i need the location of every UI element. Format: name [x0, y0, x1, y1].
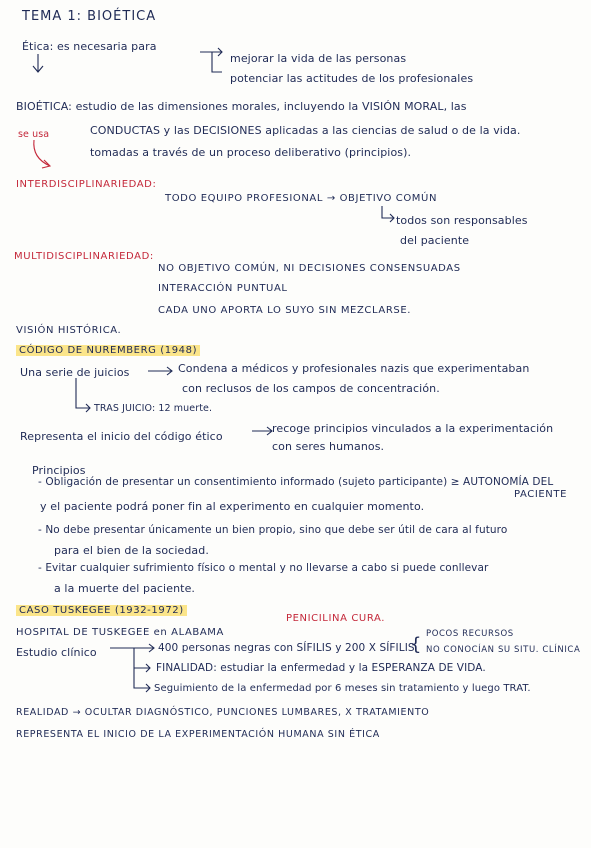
- tuskegee-reason-2: NO CONOCÍAN SU SITU. CLÍNICA: [426, 645, 581, 655]
- bioetica-line-3: tomadas a través de un proceso deliberativo (principios).: [90, 146, 412, 159]
- tuskegee-line-1: HOSPITAL DE TUSKEGEE en ALABAMA: [16, 627, 224, 638]
- bioetica-definition: BIOÉTICA: estudio de las dimensiones morales, incluyendo la VISIÓN MORAL, las: [16, 100, 467, 113]
- etica-heading: Ética: es necesaria para: [22, 40, 157, 53]
- tuskegee-line-2b: 400 personas negras con SÍFILIS y 200 X SÍFILIS: [158, 642, 415, 654]
- multi-label: MULTIDISCIPLINARIEDAD:: [14, 251, 154, 262]
- nuremberg-line-3: TRAS JUICIO: 12 muerte.: [94, 403, 213, 414]
- inter-note-2: del paciente: [400, 234, 470, 247]
- multi-line-3: CADA UNO APORTA LO SUYO SIN MEZCLARSE.: [158, 305, 412, 316]
- curved-arrow-icon: [30, 140, 60, 174]
- brace-symbol: {: [410, 634, 422, 655]
- branch-arrow-icon: [72, 378, 96, 414]
- inter-text: TODO EQUIPO PROFESIONAL → OBJETIVO COMÚN: [165, 193, 438, 204]
- tuskegee-heading: [16, 604, 187, 617]
- principio-3a: - Evitar cualquier sufrimiento físico o mental y no llevarse a cabo si puede conllevar: [38, 562, 489, 574]
- nuremberg-line-4a: Representa el inicio del código ético: [20, 430, 223, 443]
- tuskegee-reason-1: POCOS RECURSOS: [426, 629, 514, 639]
- nuremberg-line-1b: Condena a médicos y profesionales nazis que experimentaban: [178, 362, 530, 375]
- principio-3b: a la muerte del paciente.: [54, 582, 196, 595]
- tuskegee-highlight: CASO TUSKEGEE (1932-1972): [16, 605, 187, 616]
- se-usa-note: se usa: [18, 129, 50, 140]
- nuremberg-highlight: CÓDIGO DE NUREMBERG (1948): [16, 345, 200, 356]
- nuremberg-line-2: con reclusos de los campos de concentración.: [182, 382, 440, 395]
- principio-1b: PACIENTE: [514, 489, 568, 500]
- realidad-line-1: REALIDAD → OCULTAR DIAGNÓSTICO, PUNCIONES LUMBARES, X TRATAMIENTO: [16, 707, 430, 718]
- principio-1a: - Obligación de presentar un consentimiento informado (sujeto participante) ≥ AUTONOMÍA DEL: [38, 476, 554, 488]
- nuremberg-line-1a: Una serie de juicios: [20, 366, 130, 379]
- inter-label: INTERDISCIPLINARIEDAD:: [16, 179, 157, 190]
- multi-line-1: NO OBJETIVO COMÚN, NI DECISIONES CONSENSUADAS: [158, 263, 461, 274]
- branch-arrow-icon: [200, 46, 230, 78]
- principio-2a: - No debe presentar únicamente un bien propio, sino que debe ser útil de cara al futuro: [38, 524, 508, 536]
- principio-1c: y el paciente podrá poner fin al experimento en cualquier momento.: [40, 500, 425, 513]
- page-title: TEMA 1: BIOÉTICA: [22, 9, 157, 24]
- bioetica-line-2: CONDUCTAS y las DECISIONES aplicadas a las ciencias de salud o de la vida.: [90, 124, 521, 137]
- tuskegee-line-2a: Estudio clínico: [16, 646, 97, 659]
- tuskegee-line-3: FINALIDAD: estudiar la enfermedad y la ESPERANZA DE VIDA.: [156, 662, 486, 674]
- etica-branch-2: potenciar las actitudes de los profesionales: [230, 72, 474, 85]
- penicilina-note: PENICILINA CURA.: [286, 613, 386, 624]
- nuremberg-line-4b: recoge principios vinculados a la experimentación: [272, 422, 554, 435]
- multi-line-2: INTERACCIÓN PUNTUAL: [158, 283, 288, 294]
- principios-label: Principios: [32, 464, 86, 477]
- tuskegee-line-4: Seguimiento de la enfermedad por 6 meses sin tratamiento y luego TRAT.: [154, 683, 531, 694]
- principio-2b: para el bien de la sociedad.: [54, 544, 209, 557]
- realidad-line-2: REPRESENTA EL INICIO DE LA EXPERIMENTACIÓN HUMANA SIN ÉTICA: [16, 729, 380, 740]
- right-arrow-icon: [148, 364, 178, 378]
- inter-note-1: todos son responsables: [396, 214, 528, 227]
- down-arrow-icon: [30, 54, 50, 78]
- nuremberg-line-5: con seres humanos.: [272, 440, 385, 453]
- branch-arrow-icon: [110, 640, 160, 696]
- etica-branch-1: mejorar la vida de las personas: [230, 52, 407, 65]
- historica-label: VISIÓN HISTÓRICA.: [16, 325, 122, 336]
- nuremberg-heading: [16, 344, 200, 357]
